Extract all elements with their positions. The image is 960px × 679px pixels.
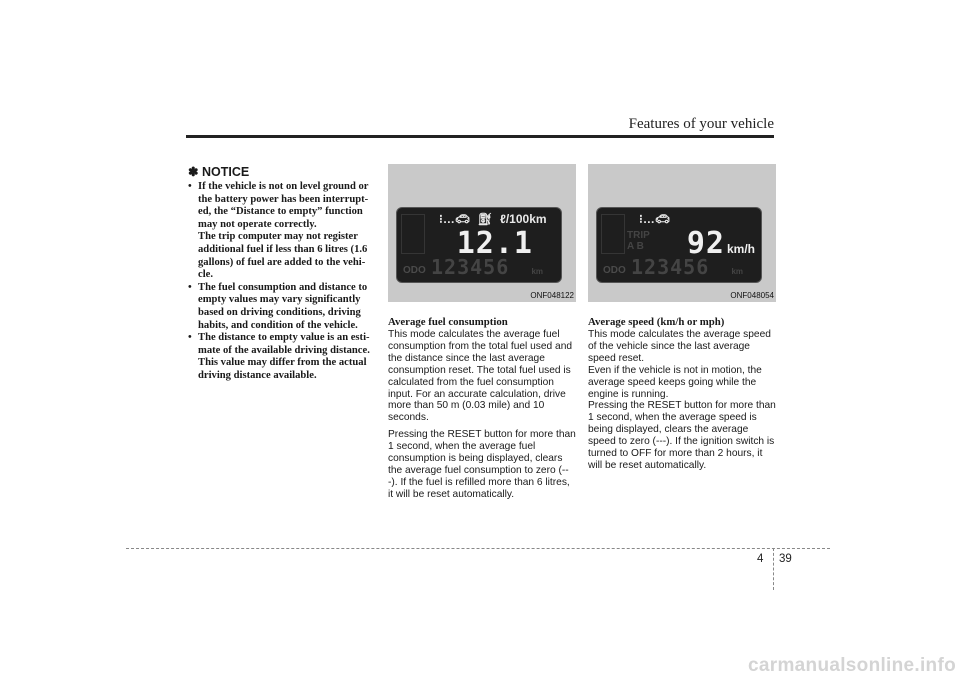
- notice-line: habits, and condition of the vehicle.: [198, 319, 358, 331]
- lcd-screen: [396, 207, 562, 283]
- avg-fuel-section: [388, 164, 576, 506]
- lcd-screen: [596, 207, 762, 283]
- trip-label: TRIP: [627, 230, 650, 241]
- notice-marker-icon: ✽: [188, 165, 199, 179]
- notice-line: This value may differ from the actual: [198, 357, 367, 369]
- notice-line: The trip computer may not register: [198, 231, 358, 243]
- figure-code: ONF048054: [730, 291, 774, 300]
- figure-code: ONF048122: [530, 291, 574, 300]
- odo-value: 123456: [631, 255, 710, 279]
- notice-line: cle.: [198, 269, 213, 281]
- fuel-unit-label: ℓ/100km: [499, 212, 547, 226]
- notice-line: ed, the “Distance to empty” function: [198, 206, 363, 218]
- average-speed-value: 92: [686, 226, 725, 261]
- paragraph: Pressing the RESET button for more than 1 second, when the average fuel consumption is being displayed, clears the average fuel consumption to zero (---). If the fuel is refilled more than 6 litres, it will be reset automatically.: [388, 429, 576, 500]
- notice-line: may not operate correctly.: [198, 218, 317, 230]
- notice-section: [188, 164, 376, 383]
- notice-line: empty values may vary significantly: [198, 294, 361, 306]
- notice-line: mate of the available driving distance.: [198, 344, 370, 356]
- paragraph: This mode calculates the average fuel consumption from the total fuel used and the distance since the last average consumption reset. The total fuel used is calculated from the fuel consumption input. For an accurate calculation, drive more than 50 m (0.03 mile) and 10 seconds.: [388, 329, 573, 424]
- speed-display-figure: [588, 164, 776, 302]
- notice-item: [188, 282, 376, 332]
- fuel-gauge-segment-icon: [401, 214, 425, 254]
- paragraph: Pressing the RESET button for more than 1 second, when the average speed is being displayed, clears the average speed to zero (---). If the ignition switch is turned to OFF for more than 2 hours, it will be reset automatically.: [588, 400, 776, 471]
- page-number-separator: [773, 548, 774, 590]
- notice-list: [188, 181, 376, 383]
- avg-speed-section: [588, 164, 776, 472]
- paragraph: This mode calculates the average speed of the vehicle since the last average speed reset.: [588, 329, 771, 364]
- section-title: Average fuel consumption: [388, 316, 508, 328]
- footer-rule: [126, 548, 830, 549]
- fuel-pump-icon: ⛽︎: [477, 212, 493, 226]
- notice-item: [188, 181, 376, 282]
- odo-unit: km: [531, 267, 543, 276]
- notice-line: • The distance to empty value is an esti-: [198, 332, 370, 344]
- page-header-title: Features of your vehicle: [628, 116, 774, 132]
- notice-line: • If the vehicle is not on level ground or: [198, 181, 369, 192]
- odo-unit: km: [731, 267, 743, 276]
- lcd-top-icons: [639, 212, 674, 226]
- trip-indicator: [627, 230, 650, 252]
- page-number: 39: [779, 553, 792, 565]
- chapter-number: 4: [757, 553, 764, 565]
- section-title: Average speed (km/h or mph): [588, 316, 725, 328]
- trip-ab-label: A B: [627, 241, 644, 252]
- notice-line: gallons) of fuel are added to the vehi-: [198, 256, 366, 268]
- fuel-consumption-value: 12.1: [456, 226, 533, 261]
- odo-label: ODO: [403, 265, 426, 276]
- notice-heading: NOTICE: [201, 165, 250, 179]
- distance-car-icon: ⁝…🚗︎: [439, 212, 471, 226]
- fuel-display-figure: [388, 164, 576, 302]
- notice-line: driving distance available.: [198, 369, 317, 381]
- notice-line: • The fuel consumption and distance to: [198, 281, 368, 293]
- notice-title: [188, 164, 376, 179]
- notice-line: additional fuel if less than 6 litres (1.6: [198, 243, 368, 255]
- odo-label: ODO: [603, 265, 626, 276]
- watermark: carmanualsonline.info: [748, 655, 956, 676]
- header-rule: [186, 135, 774, 138]
- notice-line: based on driving conditions, driving: [198, 306, 361, 318]
- fuel-gauge-segment-icon: [601, 214, 625, 254]
- speed-unit-label: km/h: [726, 242, 755, 256]
- lcd-top-icons: [439, 212, 547, 226]
- odo-value: 123456: [431, 255, 510, 279]
- distance-car-icon: ⁝…🚗︎: [639, 212, 671, 226]
- paragraph: Even if the vehicle is not in motion, the average speed keeps going while the engine is running.: [588, 364, 762, 400]
- notice-item: [188, 332, 376, 382]
- notice-line: the battery power has been interrupt-: [198, 193, 369, 205]
